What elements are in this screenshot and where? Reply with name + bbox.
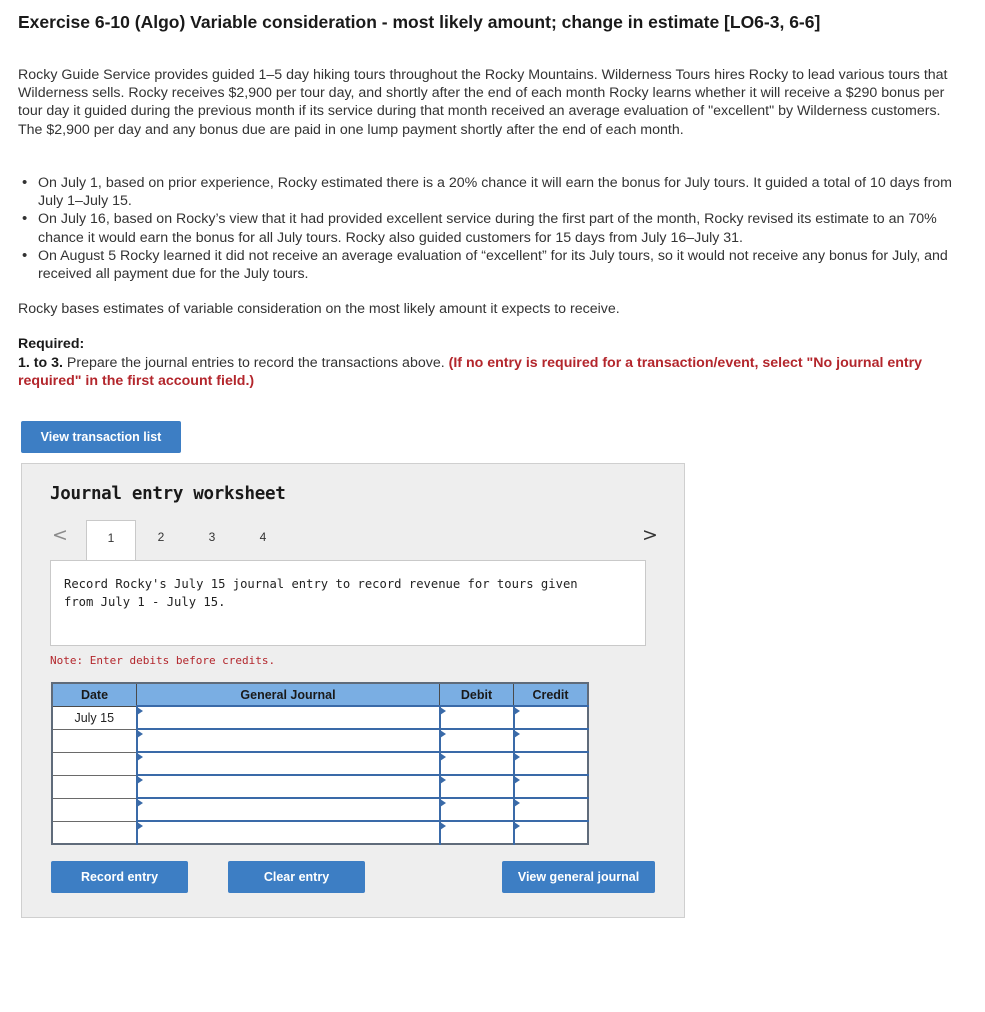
- date-cell: [52, 798, 137, 821]
- fact-item-1: • On July 1, based on prior experience, Rocky estimated there is a 20% chance it will earn the bonus for July tours. It guided a total of 10 days from July 1–July 15.: [18, 174, 963, 210]
- date-cell: [52, 752, 137, 775]
- credit-input[interactable]: [514, 729, 589, 752]
- journal-row: [52, 775, 588, 798]
- account-select[interactable]: [137, 706, 440, 729]
- debit-input[interactable]: [440, 821, 514, 844]
- view-transaction-list-button[interactable]: View transaction list: [21, 421, 181, 453]
- debit-input[interactable]: [440, 752, 514, 775]
- date-cell: [52, 775, 137, 798]
- required-number: 1. to 3.: [18, 355, 63, 371]
- required-text: [18, 354, 948, 390]
- next-entry-icon[interactable]: >: [642, 524, 658, 546]
- exercise-title: Exercise 6-10 (Algo) Variable consideration - most likely amount; change in estimate [LO6-3, 6-6]: [18, 12, 821, 32]
- account-select[interactable]: [137, 752, 440, 775]
- required-instruction: Prepare the journal entries to record the transactions above.: [62, 355, 449, 371]
- tab-entry-2[interactable]: 2: [157, 530, 165, 544]
- view-general-journal-button[interactable]: View general journal: [502, 861, 655, 893]
- journal-row: [52, 798, 588, 821]
- credit-input[interactable]: [514, 775, 589, 798]
- credit-input[interactable]: [514, 752, 589, 775]
- journal-row: [52, 821, 588, 844]
- clear-entry-button[interactable]: Clear entry: [228, 861, 365, 893]
- account-select[interactable]: [137, 798, 440, 821]
- worksheet-title: Journal entry worksheet: [50, 484, 286, 504]
- tab-entry-1[interactable]: 1: [86, 520, 136, 562]
- facts-list: [18, 174, 963, 283]
- tab-entry-3[interactable]: 3: [208, 530, 216, 544]
- journal-table: [51, 682, 589, 845]
- debits-note: Note: Enter debits before credits.: [50, 654, 276, 667]
- fact-item-3: • On August 5 Rocky learned it did not receive an average evaluation of “excellent” for its July tours, so it would not receive any bonus for July, and received all payment due for the July tours.: [18, 247, 963, 283]
- debit-input[interactable]: [440, 729, 514, 752]
- account-select[interactable]: [137, 729, 440, 752]
- credit-input[interactable]: [514, 821, 589, 844]
- journal-row: [52, 752, 588, 775]
- previous-entry-icon[interactable]: <: [52, 524, 68, 546]
- estimate-basis-text: Rocky bases estimates of variable consideration on the most likely amount it expects to receive.: [18, 301, 620, 317]
- required-heading: Required:: [18, 336, 85, 352]
- account-select[interactable]: [137, 775, 440, 798]
- date-cell: July 15: [52, 706, 137, 729]
- account-select[interactable]: [137, 821, 440, 844]
- journal-row: [52, 706, 588, 729]
- debit-input[interactable]: [440, 798, 514, 821]
- journal-row: [52, 729, 588, 752]
- debit-input[interactable]: [440, 775, 514, 798]
- tab-entry-4[interactable]: 4: [259, 530, 267, 544]
- journal-entry-worksheet: [21, 463, 685, 918]
- required-note: (If no entry is required for a transaction/event, select "No journal entry required" in the first account field.): [18, 355, 923, 390]
- date-cell: [52, 821, 137, 844]
- fact-item-2: • On July 16, based on Rocky’s view that it had provided excellent service during the first part of the month, Rocky revised its estimate to an 70% chance it would earn the bonus for all July tours. Rocky also guided customers for 15 days from July 16–July 31.: [18, 210, 963, 246]
- column-header-debit: Debit: [440, 683, 514, 706]
- record-entry-button[interactable]: Record entry: [51, 861, 188, 893]
- column-header-credit: Credit: [514, 683, 589, 706]
- debit-input[interactable]: [440, 706, 514, 729]
- journal-header-row: [52, 683, 588, 706]
- date-cell: [52, 729, 137, 752]
- credit-input[interactable]: [514, 706, 589, 729]
- entry-description: Record Rocky's July 15 journal entry to record revenue for tours given from July 1 - July 15.: [64, 577, 578, 609]
- column-header-general-journal: General Journal: [137, 683, 440, 706]
- intro-paragraph: Rocky Guide Service provides guided 1–5 day hiking tours throughout the Rocky Mountains. Wilderness Tours hires Rocky to lead various tours that Wilderness sells. Rocky receives $2,900 per tour day, and shortly after the end of each month Rocky learns whether it will receive a $290 bonus per tour day it guided during the previous month if its service during that month received an average evaluation of "excellent" by Wilderness customers. The $2,900 per day and any bonus due are paid in one lump payment shortly after the end of each month.: [18, 67, 948, 138]
- entry-description-box: [50, 560, 646, 646]
- column-header-date: Date: [52, 683, 137, 706]
- credit-input[interactable]: [514, 798, 589, 821]
